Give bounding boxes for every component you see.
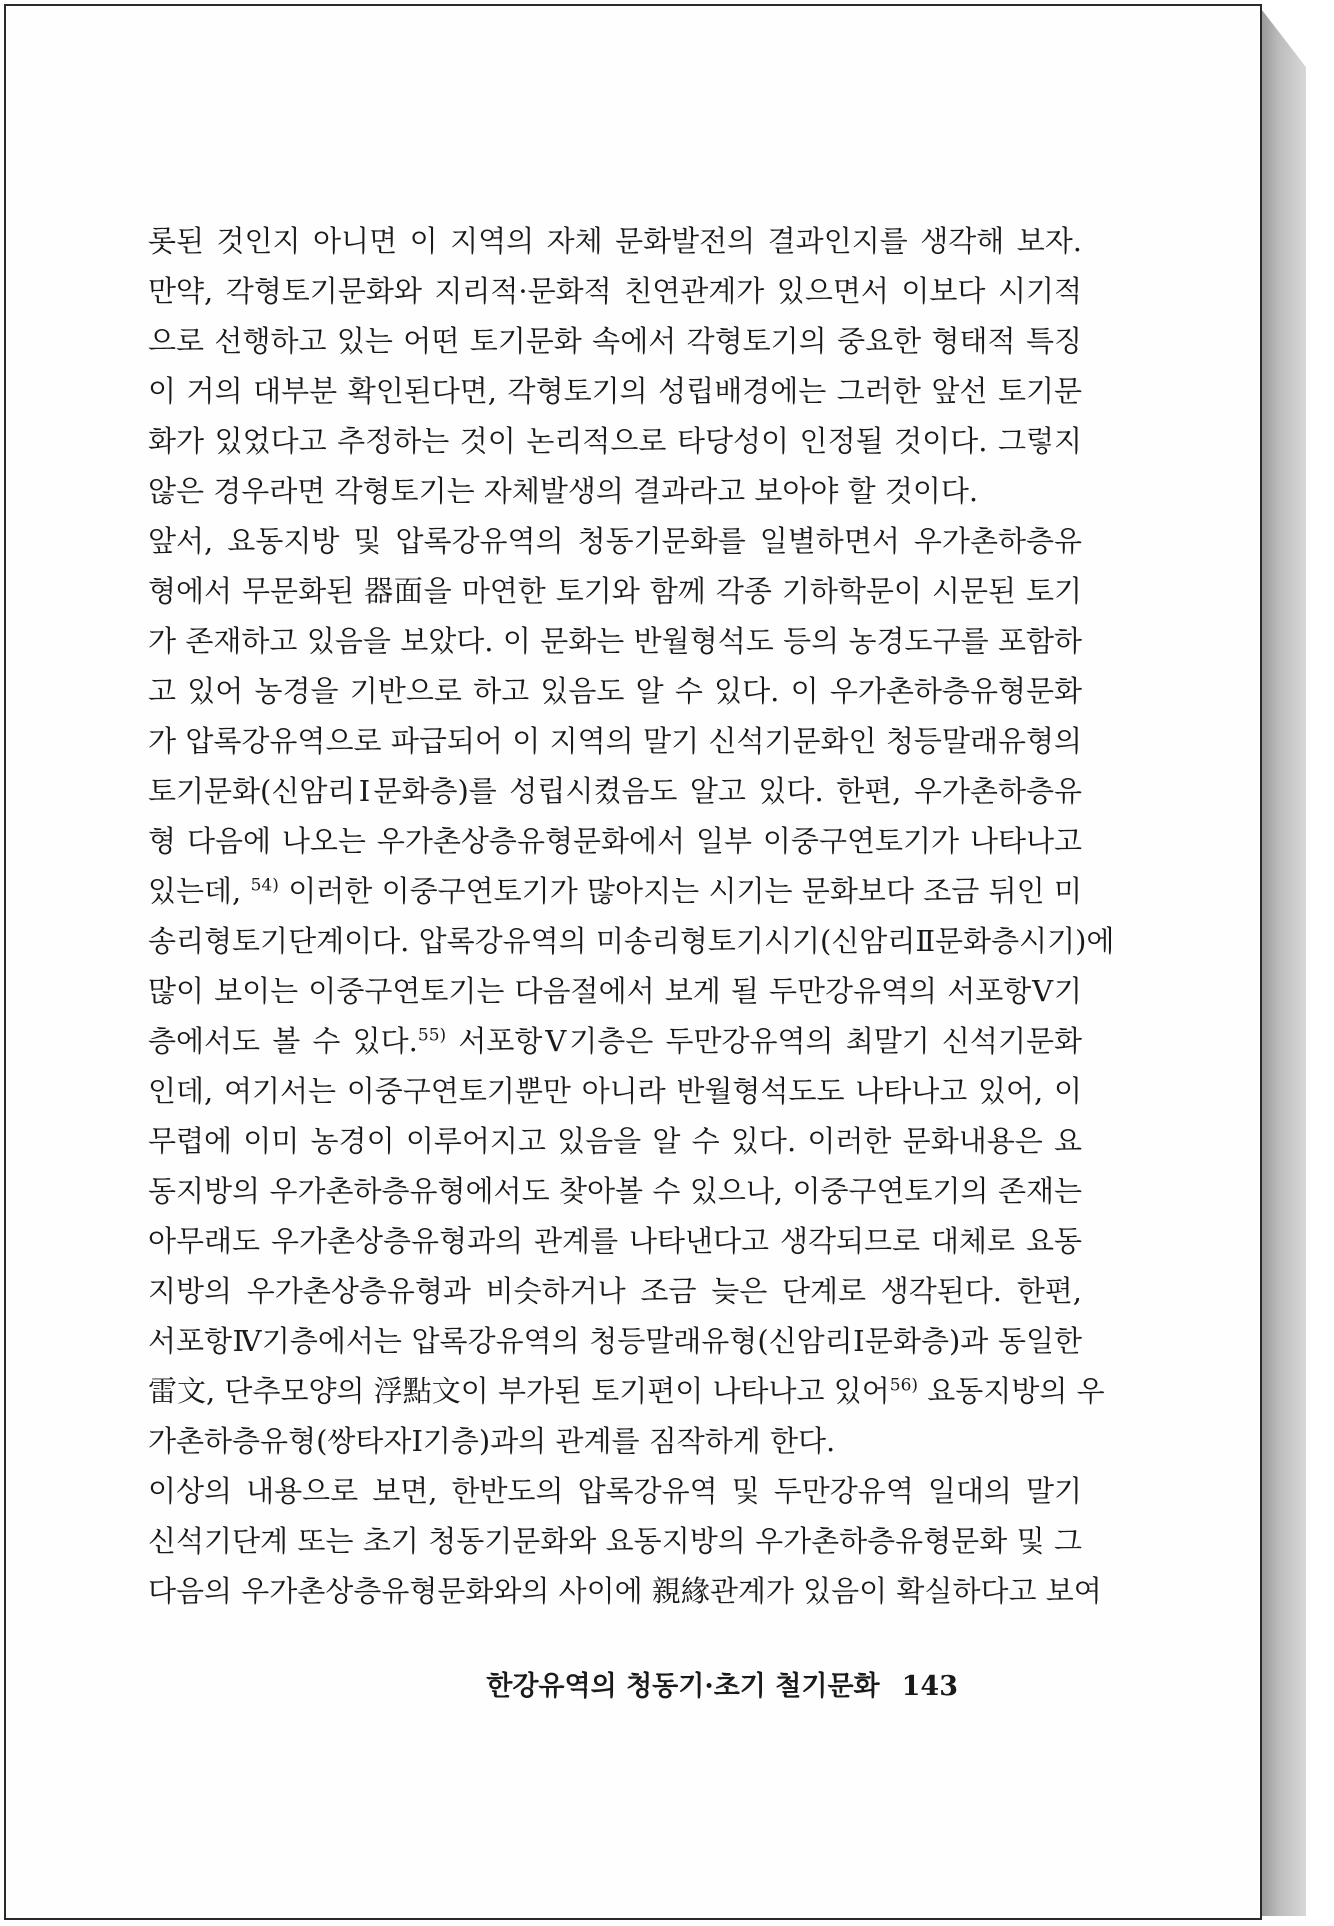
text-line: 다음의 우가촌상층유형문화와의 사이에 親緣관계가 있음이 확실하다고 보여 bbox=[148, 1574, 1102, 1608]
text-line: 으로 선행하고 있는 어떤 토기문화 속에서 각형토기의 중요한 형태적 특징 bbox=[148, 324, 1082, 358]
text-line: 신석기단계 또는 초기 청동기문화와 요동지방의 우가촌하층유형문화 및 그 bbox=[148, 1524, 1082, 1558]
text-line: 이 거의 대부분 확인된다면, 각형토기의 성립배경에는 그러한 앞선 토기문 bbox=[148, 374, 1082, 408]
running-title: 한강유역의 청동기·초기 철기문화 bbox=[486, 1671, 880, 1702]
text-segment: 雷文, 단추모양의 浮點文이 부가된 토기편이 나타나고 있어 bbox=[148, 1374, 890, 1408]
text-segment: 층에서도 볼 수 있다. bbox=[148, 1024, 418, 1058]
text-line: 고 있어 농경을 기반으로 하고 있음도 알 수 있다. 이 우가촌하층유형문화 bbox=[148, 674, 1082, 708]
text-line: 가 존재하고 있음을 보았다. 이 문화는 반월형석도 등의 농경도구를 포함하 bbox=[148, 624, 1082, 658]
text-line: 형에서 무문화된 器面을 마연한 토기와 함께 각종 기하학문이 시문된 토기 bbox=[148, 574, 1082, 608]
text-line: 무렵에 이미 농경이 이루어지고 있음을 알 수 있다. 이러한 문화내용은 요 bbox=[148, 1124, 1082, 1158]
text-line: 지방의 우가촌상층유형과 비슷하거나 조금 늦은 단계로 생각된다. 한편, bbox=[148, 1274, 1082, 1308]
text-line: 형 다음에 나오는 우가촌상층유형문화에서 일부 이중구연토기가 나타나고 bbox=[148, 824, 1082, 858]
text-line: 앞서, 요동지방 및 압록강유역의 청동기문화를 일별하면서 우가촌하층유 bbox=[148, 524, 1082, 558]
text-line: 토기문화(신암리Ⅰ문화층)를 성립시켰음도 알고 있다. 한편, 우가촌하층유 bbox=[148, 774, 1082, 808]
footnote-ref-55[interactable]: 55) bbox=[417, 1025, 447, 1046]
text-line: 많이 보이는 이중구연토기는 다음절에서 보게 될 두만강유역의 서포항Ⅴ기 bbox=[148, 974, 1082, 1008]
book-page bbox=[4, 4, 1262, 1920]
text-segment: 이러한 이중구연토기가 많아지는 시기는 문화보다 조금 뒤인 미 bbox=[278, 874, 1082, 908]
text-line: 송리형토기단계이다. 압록강유역의 미송리형토기시기(신암리Ⅱ문화층시기)에 bbox=[148, 924, 1115, 958]
body-text bbox=[148, 216, 1115, 1616]
text-line: 만약, 각형토기문화와 지리적·문화적 친연관계가 있으면서 이보다 시기적 bbox=[148, 274, 1082, 308]
text-line: 가 압록강유역으로 파급되어 이 지역의 말기 신석기문화인 청등말래유형의 bbox=[148, 724, 1082, 758]
footnote-ref-56[interactable]: 56) bbox=[889, 1375, 919, 1396]
text-line bbox=[148, 1366, 1105, 1416]
text-line: 아무래도 우가촌상층유형과의 관계를 나타낸다고 생각되므로 대체로 요동 bbox=[148, 1224, 1082, 1258]
text-line: 화가 있었다고 추정하는 것이 논리적으로 타당성이 인정될 것이다. 그렇지 bbox=[148, 424, 1082, 458]
text-line: 서포항Ⅳ기층에서는 압록강유역의 청등말래유형(신암리Ⅰ문화층)과 동일한 bbox=[148, 1324, 1082, 1358]
text-line: 않은 경우라면 각형토기는 자체발생의 결과라고 보아야 할 것이다. bbox=[148, 474, 979, 508]
page-number: 143 bbox=[901, 1671, 958, 1702]
text-line bbox=[148, 1016, 1082, 1066]
text-line: 가촌하층유형(쌍타자Ⅰ기층)과의 관계를 짐작하게 한다. bbox=[148, 1424, 836, 1458]
text-segment: 있는데, bbox=[148, 874, 251, 908]
text-segment: 서포항Ⅴ기층은 두만강유역의 최말기 신석기문화 bbox=[446, 1024, 1082, 1058]
footnote-ref-54[interactable]: 54) bbox=[250, 875, 279, 896]
text-line: 이상의 내용으로 보면, 한반도의 압록강유역 및 두만강유역 일대의 말기 bbox=[148, 1474, 1082, 1508]
text-line: 인데, 여기서는 이중구연토기뿐만 아니라 반월형석도도 나타나고 있어, 이 bbox=[148, 1074, 1082, 1108]
text-line bbox=[148, 866, 1082, 916]
page-footer bbox=[486, 1664, 958, 1703]
text-segment: 요동지방의 우 bbox=[918, 1374, 1105, 1408]
text-line: 롯된 것인지 아니면 이 지역의 자체 문화발전의 결과인지를 생각해 보자. bbox=[148, 224, 1082, 258]
page-edge-shadow bbox=[1262, 10, 1306, 1916]
text-line: 동지방의 우가촌하층유형에서도 찾아볼 수 있으나, 이중구연토기의 존재는 bbox=[148, 1174, 1082, 1208]
